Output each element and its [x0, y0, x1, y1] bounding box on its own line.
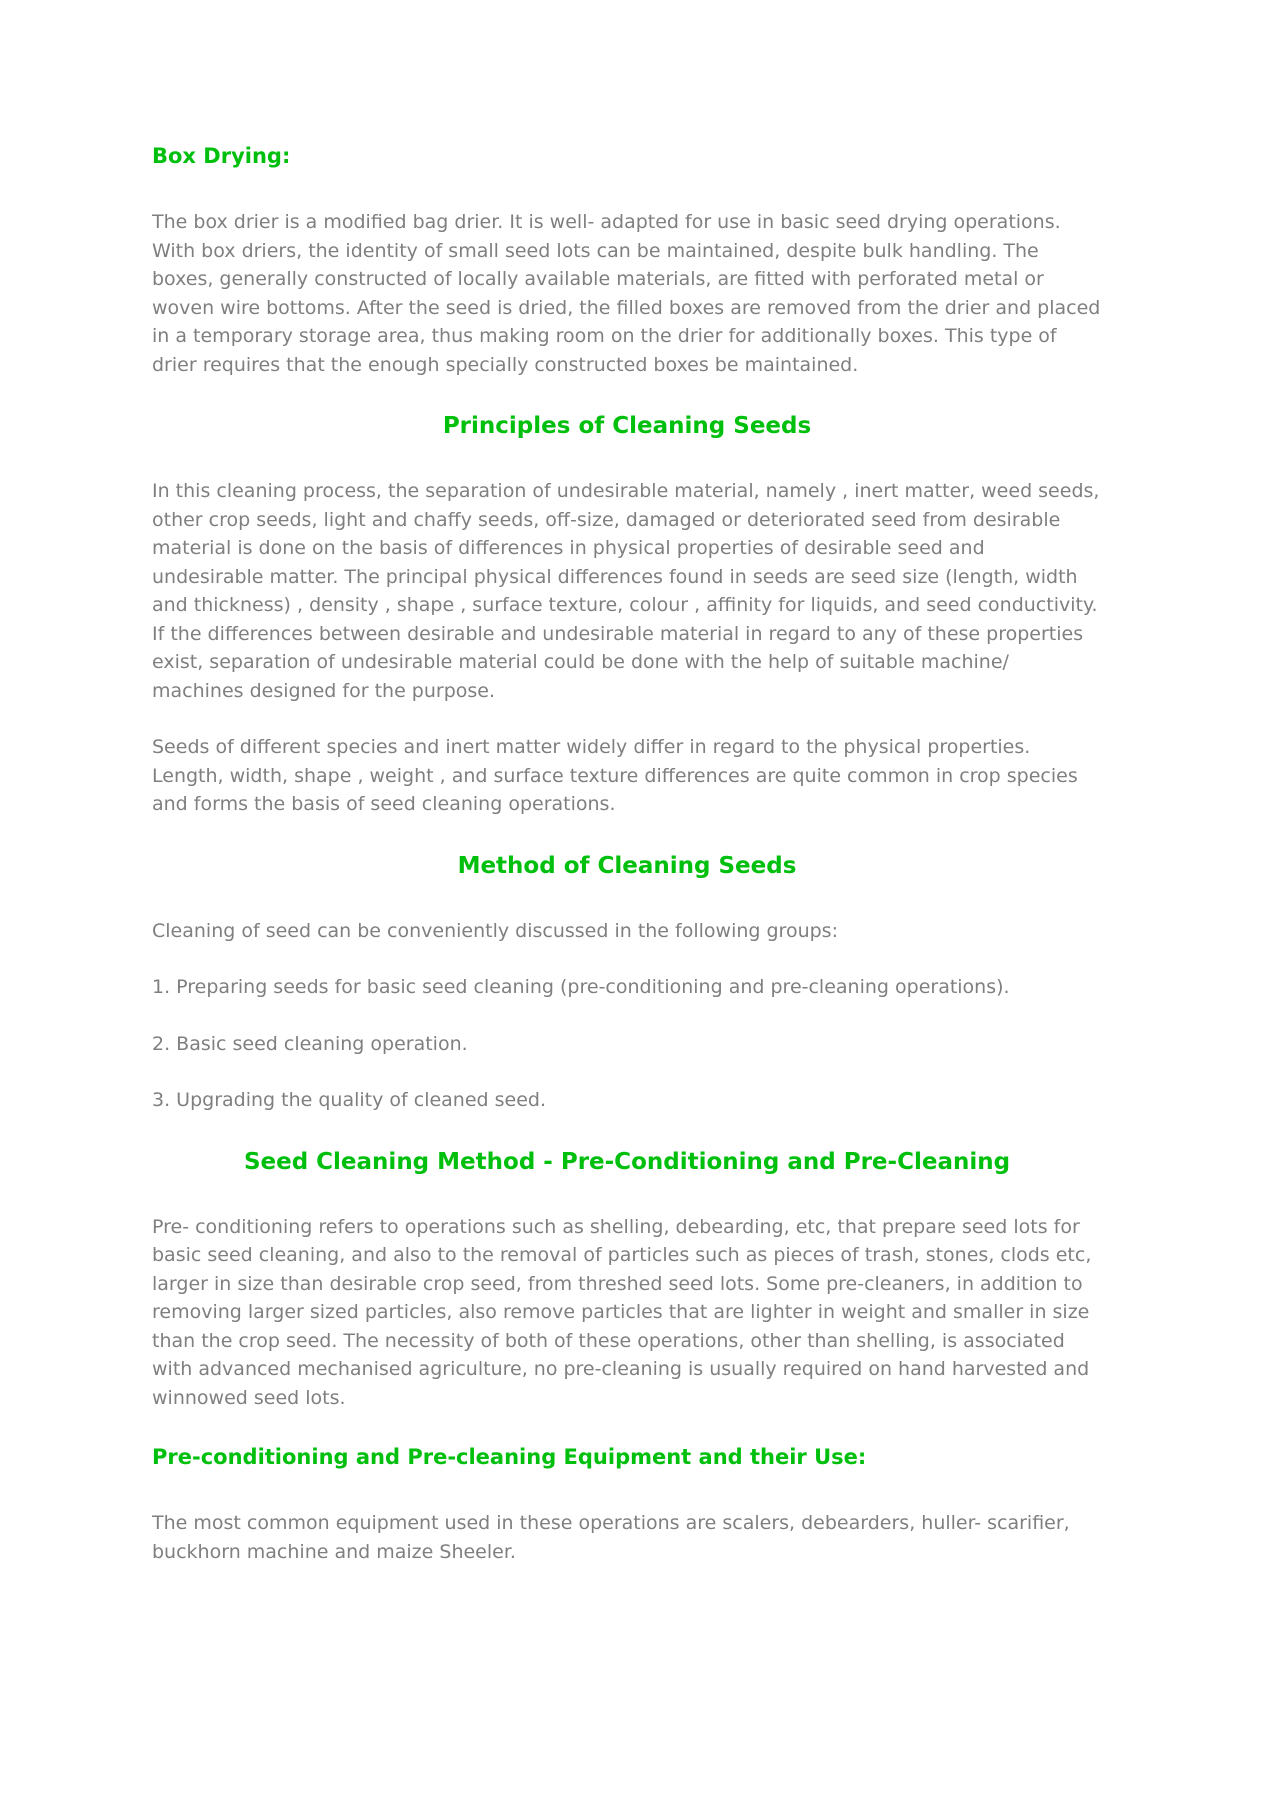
paragraph-preconditioning: Pre- conditioning refers to operations such as shelling, debearding, etc, that prepare seed lots for basic seed cleaning, and also to the removal of particles such as pieces of trash, stones, clods etc, larger in size than desirable crop seed, from threshed seed lots. Some pre-cleaners, in addition to removing larger sized particles, also remove particles that are lighter in weight and smaller in size than the crop seed. The necessity of both of these operations, other than shelling, is associated with advanced mechanised agriculture, no pre-cleaning is usually required on hand harvested and winnowed seed lots. [152, 1215, 1092, 1409]
list-item-3: 3. Upgrading the quality of cleaned seed. [152, 1089, 547, 1111]
paragraph-method-intro: Cleaning of seed can be conveniently discussed in the following groups: [152, 919, 838, 942]
heading-seed-cleaning-method: Seed Cleaning Method - Pre-Conditioning and Pre-Cleaning [243, 1148, 1011, 1175]
paragraph-box-drying: The box drier is a modified bag drier. It is well- adapted for use in basic seed drying operations. With box driers, the identity of small seed lots can be maintained, despite bulk handling. The boxes, generally constructed of locally available materials, are fitted with perforated metal or woven wire bottoms. After the seed is dried, the filled boxes are removed from the drier and placed in a temporary storage area, thus making room on the drier for additionally boxes. This type of drier requires that the enough specially constructed boxes be maintained. [152, 211, 1101, 376]
list-item-2: 2. Basic seed cleaning operation. [152, 1032, 468, 1055]
heading-equipment-use: Pre-conditioning and Pre-cleaning Equipment and their Use: [152, 1445, 867, 1469]
heading-method-of-cleaning-seeds: Method of Cleaning Seeds [457, 852, 797, 879]
paragraph-principles-1: In this cleaning process, the separation of undesirable material, namely , inert matter, weed seeds, other crop seeds, light and chaffy seeds, off-size, damaged or deteriorated seed from desirable material is done on the basis of differences in physical properties of desirable seed and undesirable matter. The principal physical differences found in seeds are seed size (length, width and thickness) , density , shape , surface texture, colour , affinity for liquids, and seed conductivity. If the differences between desirable and undesirable material in regard to any of these properties exist, separation of undesirable material could be done with the help of suitable machine/ machines designed for the purpose. [152, 480, 1100, 702]
heading-box-drying: Box Drying: [152, 144, 291, 168]
paragraph-equipment: The most common equipment used in these operations are scalers, debearders, huller- scarifier, buckhorn machine and maize Sheeler. [152, 1512, 1070, 1563]
heading-principles-of-cleaning-seeds: Principles of Cleaning Seeds [442, 413, 812, 439]
list-item-1: 1. Preparing seeds for basic seed cleaning (pre-conditioning and pre-cleaning operations). [152, 976, 1010, 998]
document-content [152, 143, 1102, 1566]
paragraph-principles-2: Seeds of different species and inert matter widely differ in regard to the physical properties. Length, width, shape , weight , and surface texture differences are quite common in crop species and forms the basis of seed cleaning operations. [152, 736, 1078, 815]
